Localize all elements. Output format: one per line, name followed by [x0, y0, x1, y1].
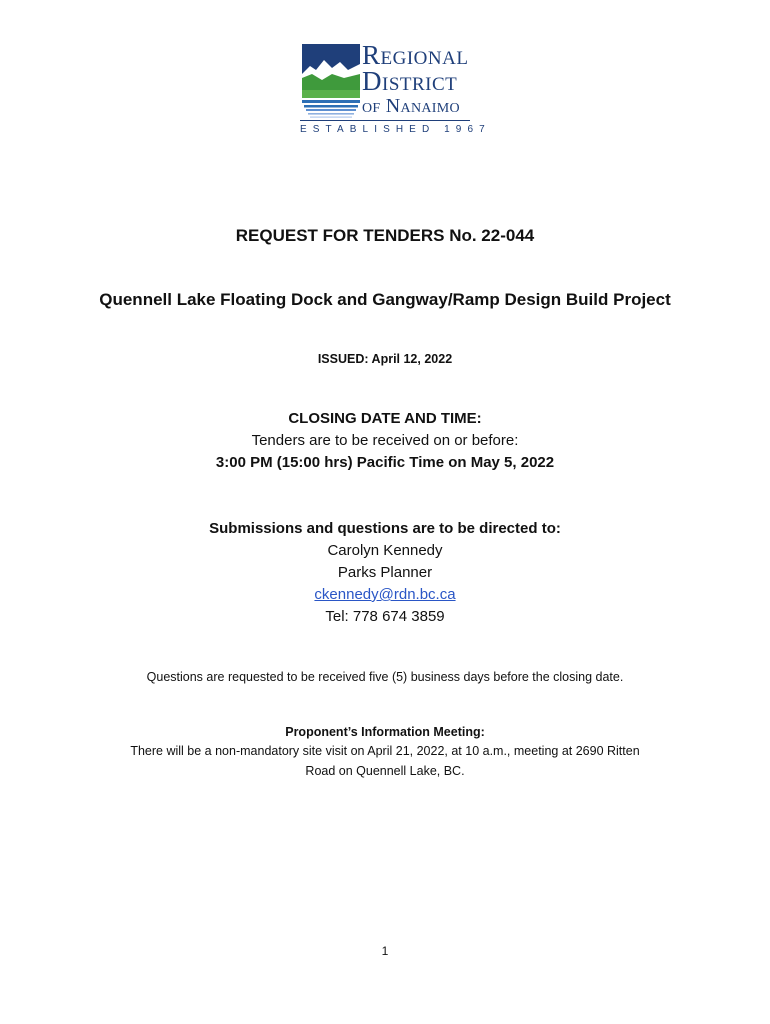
logo-word-of-nanaimo: of Nanaimo — [362, 95, 460, 117]
issued-date: ISSUED: April 12, 2022 — [317, 352, 453, 366]
closing-instruction: Tenders are to be received on or before: — [251, 432, 519, 449]
questions-note: Questions are requested to be received five (5) business days before the closing date. — [146, 670, 624, 684]
closing-heading: CLOSING DATE AND TIME: — [288, 410, 482, 427]
contact-email-link[interactable]: ckennedy@rdn.bc.ca — [314, 586, 456, 603]
meeting-details-line2: Road on Quennell Lake, BC. — [305, 764, 465, 778]
submissions-heading: Submissions and questions are to be directed to: — [209, 520, 561, 537]
logo-established: ESTABLISHED 1967 — [300, 124, 491, 135]
contact-phone: Tel: 778 674 3859 — [325, 608, 445, 625]
contact-role: Parks Planner — [337, 564, 433, 581]
logo-divider — [300, 120, 470, 121]
contact-email-row — [0, 586, 770, 603]
logo-word-regional: Regional — [362, 40, 469, 70]
document-title: REQUEST FOR TENDERS No. 22-044 — [235, 226, 535, 245]
rdn-logo — [296, 40, 491, 140]
page-number: 1 — [381, 944, 389, 958]
closing-datetime: 3:00 PM (15:00 hrs) Pacific Time on May 5, 2022 — [215, 454, 555, 471]
project-name: Quennell Lake Floating Dock and Gangway/Ramp Design Build Project — [99, 290, 671, 309]
meeting-details-line1: There will be a non-mandatory site visit on April 21, 2022, at 10 a.m., meeting at 2690 Ritten — [130, 744, 640, 758]
mountain-landscape-logo-icon — [302, 44, 360, 128]
meeting-heading: Proponent’s Information Meeting: — [285, 725, 485, 739]
logo-word-district: District — [362, 66, 458, 96]
contact-name: Carolyn Kennedy — [327, 542, 443, 559]
logo-wordmark — [362, 42, 472, 118]
